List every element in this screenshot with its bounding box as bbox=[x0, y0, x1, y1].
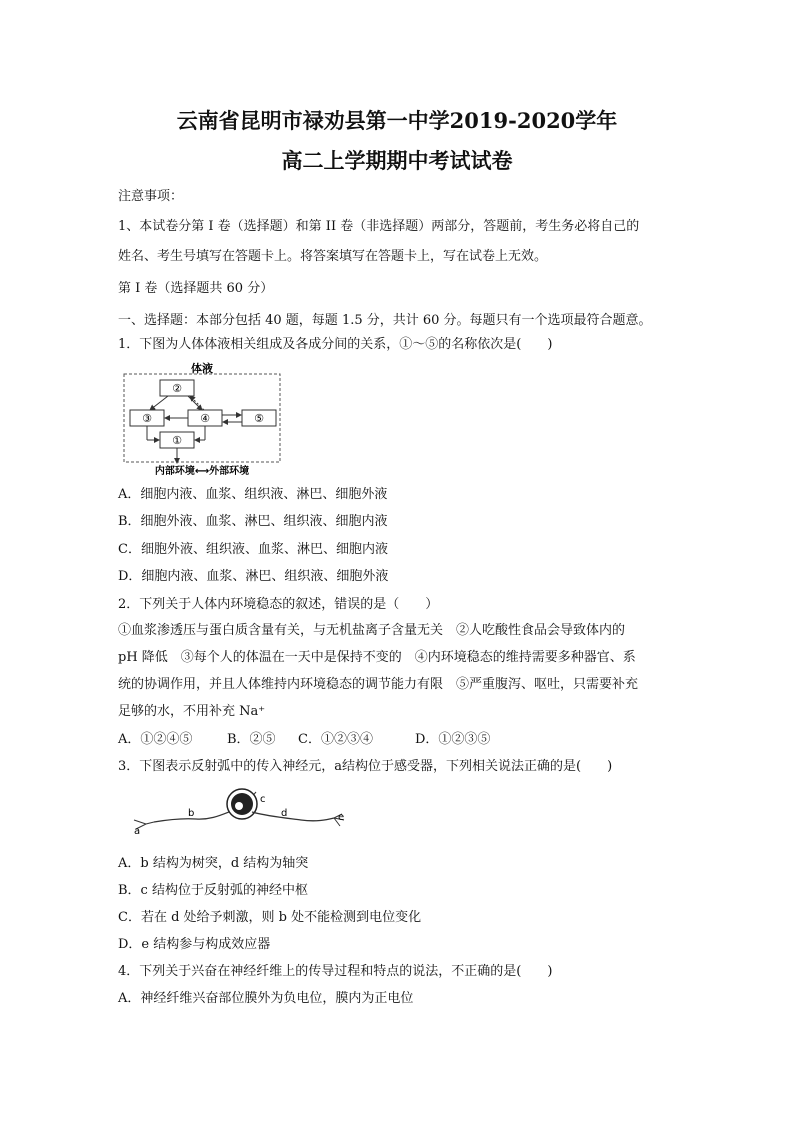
q2-body-line3: 统的协调作用，并且人体维持内环境稳态的调节能力有限 ⑤严重腹泻、呕吐，只需要补充 bbox=[118, 677, 639, 692]
section-heading: 第 I 卷（选择题共 60 分） bbox=[118, 281, 274, 296]
q1-stem: 1．下图为人体体液相关组成及各成分间的关系，①～⑤的名称依次是( ) bbox=[118, 337, 553, 352]
q1-option-c: C．细胞外液、组织液、血浆、淋巴、细胞内液 bbox=[118, 542, 388, 557]
label-a: a bbox=[134, 826, 141, 837]
q2-body-line1: ①血浆渗透压与蛋白质含量有关，与无机盐离子含量无关 ②人吃酸性食品会导致体内的 bbox=[118, 623, 626, 638]
q1-option-b: B．细胞外液、血浆、淋巴、组织液、细胞内液 bbox=[118, 514, 388, 529]
q3-option-b: B．c 结构位于反射弧的神经中枢 bbox=[118, 883, 308, 898]
notes-heading: 注意事项： bbox=[118, 189, 184, 204]
q3-option-a: A．b 结构为树突，d 结构为轴突 bbox=[118, 856, 309, 871]
exam-title-line1: 云南省昆明市禄劝县第一中学2019-2020学年 bbox=[176, 108, 618, 133]
q3-option-d: D．e 结构参与构成效应器 bbox=[118, 937, 271, 952]
exam-title-line2: 高二上学期期中考试试卷 bbox=[281, 148, 513, 173]
notes-item1-line1: 1、本试卷分第 I 卷（选择题）和第 II 卷（非选择题）两部分，答题前，考生务必将自己的 bbox=[118, 219, 640, 234]
label-b: b bbox=[188, 808, 195, 819]
q1-option-a: A．细胞内液、血浆、组织液、淋巴、细胞外液 bbox=[118, 487, 388, 502]
diagram-title: 体液 bbox=[191, 362, 213, 375]
q2-option-c: C．①②③④ bbox=[298, 732, 373, 747]
q3-option-c: C．若在 d 处给予刺激，则 b 处不能检测到电位变化 bbox=[118, 910, 422, 925]
q3-stem: 3．下图表示反射弧中的传入神经元，a结构位于感受器，下列相关说法正确的是( ) bbox=[118, 759, 613, 774]
section-instruction: 一、选择题：本部分包括 40 题，每题 1.5 分，共计 60 分。每题只有一个选项最符合题意。 bbox=[118, 313, 652, 328]
node-2-label: ② bbox=[172, 382, 182, 395]
diagram-bottom-label: 内部环境⟷外部环境 bbox=[154, 466, 250, 477]
q2-stem: 2．下列关于人体内环境稳态的叙述，错误的是（ ） bbox=[118, 597, 439, 612]
node-3-label: ③ bbox=[142, 412, 152, 425]
q4-option-a: A．神经纤维兴奋部位膜外为负电位，膜内为正电位 bbox=[118, 991, 414, 1006]
q3-neuron-diagram bbox=[126, 782, 356, 844]
node-4-label: ④ bbox=[200, 412, 210, 425]
label-d: d bbox=[281, 808, 288, 819]
q1-body-fluid-diagram bbox=[118, 362, 288, 480]
label-c: c bbox=[260, 794, 266, 805]
q2-option-d: D．①②③⑤ bbox=[415, 732, 491, 747]
q2-body-line2: pH 降低 ③每个人的体温在一天中是保持不变的 ④内环境稳态的维持需要多种器官、系 bbox=[118, 650, 636, 665]
q1-option-d: D．细胞内液、血浆、淋巴、组织液、细胞外液 bbox=[118, 569, 389, 584]
q2-option-b: B．②⑤ bbox=[227, 732, 276, 747]
q2-body-line4: 足够的水，不用补充 Na⁺ bbox=[118, 704, 266, 719]
q4-stem: 4．下列关于兴奋在神经纤维上的传导过程和特点的说法，不正确的是( ) bbox=[118, 964, 553, 979]
node-1-label: ① bbox=[172, 434, 182, 447]
notes-item1-line2: 姓名、考生号填写在答题卡上。将答案填写在答题卡上，写在试卷上无效。 bbox=[118, 249, 548, 264]
node-5-label: ⑤ bbox=[254, 412, 264, 425]
label-e: e bbox=[338, 812, 345, 823]
q2-option-a: A．①②④⑤ bbox=[118, 732, 193, 747]
